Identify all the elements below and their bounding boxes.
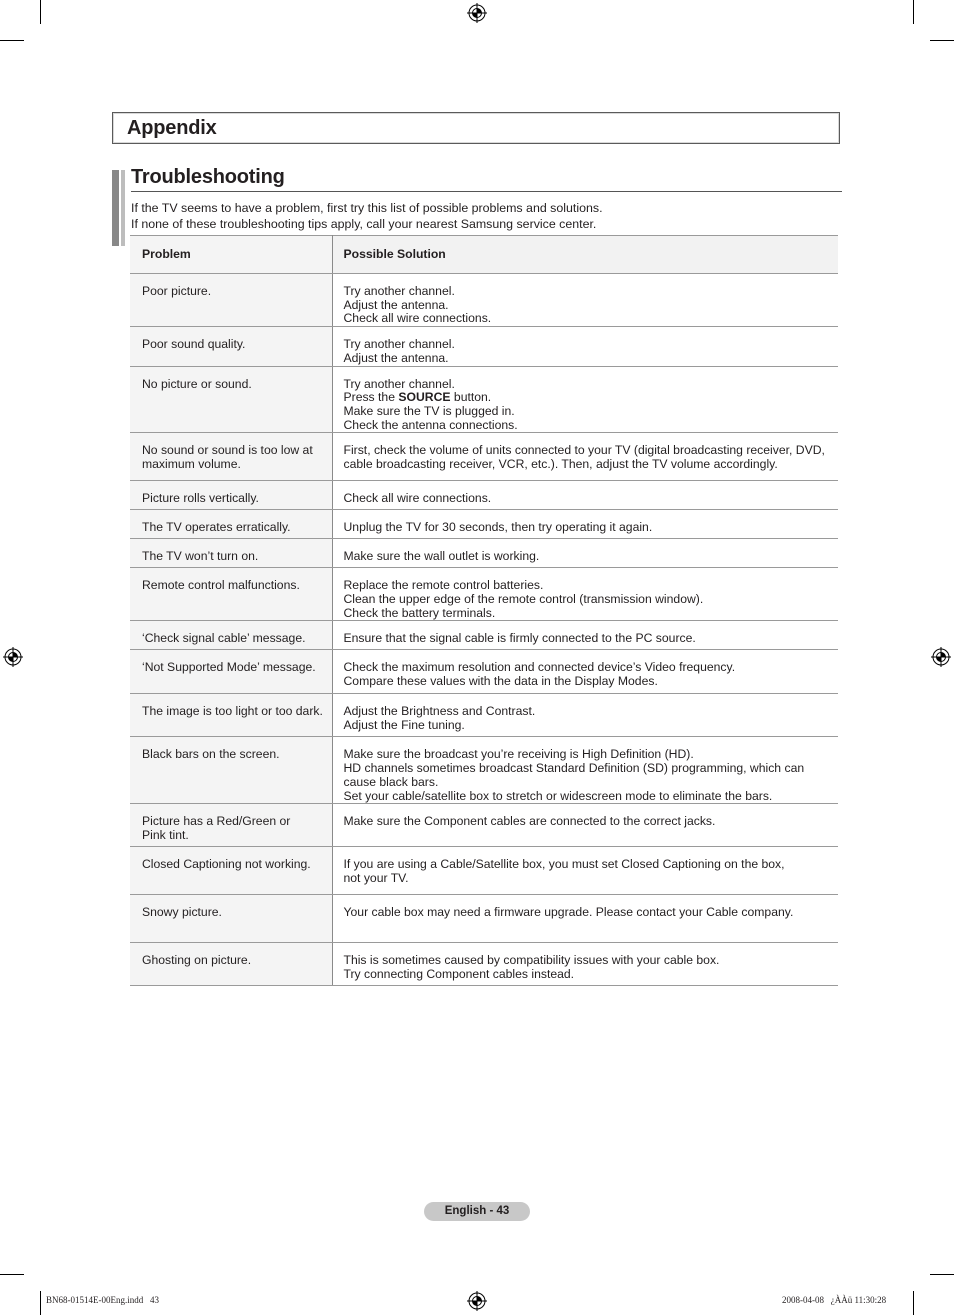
crop-mark <box>40 1291 41 1315</box>
problem-cell: Ghosting on picture. <box>130 943 332 986</box>
table-row <box>130 621 838 650</box>
table-row <box>130 274 838 327</box>
problem-cell: ‘Check signal cable’ message. <box>130 621 332 650</box>
problem-cell: Closed Captioning not working. <box>130 847 332 895</box>
crop-mark <box>913 1291 914 1315</box>
solution-cell: If you are using a Cable/Satellite box, you must set Closed Captioning on the box, not your TV. <box>332 847 838 895</box>
problem-cell: Poor picture. <box>130 274 332 327</box>
solution-cell: Try another channel. Press the SOURCE button. Make sure the TV is plugged in. Check the antenna connections. <box>332 366 838 433</box>
table-row <box>130 327 838 366</box>
accent-bar <box>112 170 119 246</box>
table-row <box>130 433 838 481</box>
solution-cell: Make sure the broadcast you’re receiving is High Definition (HD). HD channels sometimes broadcast Standard Definition (SD) programming, which can cause black bars. Set your cable/satellite box to stretch or widescreen mode to eliminate the bars. <box>332 737 838 804</box>
table-row <box>130 510 838 539</box>
table-row <box>130 804 838 847</box>
table-row <box>130 366 838 433</box>
solution-cell: Adjust the Brightness and Contrast. Adjust the Fine tuning. <box>332 694 838 737</box>
problem-cell: The TV won’t turn on. <box>130 539 332 568</box>
crop-mark <box>930 1274 954 1275</box>
registration-mark-icon <box>931 647 951 667</box>
appendix-header <box>112 112 840 144</box>
table-row <box>130 847 838 895</box>
file-info: BN68-01514E-00Eng.indd 43 <box>46 1295 159 1305</box>
solution-cell: First, check the volume of units connected to your TV (digital broadcasting receiver, DVD, cable broadcasting receiver, VCR, etc.). Then, adjust the TV volume accordingly. <box>332 433 838 481</box>
solution-cell: Unplug the TV for 30 seconds, then try operating it again. <box>332 510 838 539</box>
crop-mark <box>0 1274 24 1275</box>
accent-bar <box>121 170 125 246</box>
problem-cell: Picture rolls vertically. <box>130 481 332 510</box>
troubleshooting-table <box>130 235 838 986</box>
table-row <box>130 737 838 804</box>
section-label: Appendix <box>127 117 217 139</box>
column-header-solution: Possible Solution <box>332 236 838 274</box>
problem-cell: Remote control malfunctions. <box>130 568 332 621</box>
source-instruction: Press the SOURCE button. <box>343 390 492 405</box>
table-row <box>130 895 838 943</box>
table-row <box>130 568 838 621</box>
problem-cell: Poor sound quality. <box>130 327 332 366</box>
table-row <box>130 650 838 694</box>
registration-mark-icon <box>467 1291 487 1311</box>
solution-cell: Replace the remote control batteries. Clean the upper edge of the remote control (transmission window). Check the battery terminals. <box>332 568 838 621</box>
problem-cell: ‘Not Supported Mode’ message. <box>130 650 332 694</box>
title-divider <box>131 191 842 192</box>
problem-cell: Snowy picture. <box>130 895 332 943</box>
solution-cell: Make sure the Component cables are connected to the correct jacks. <box>332 804 838 847</box>
table-row <box>130 943 838 986</box>
crop-mark <box>930 40 954 41</box>
page-number: English - 43 <box>424 1202 530 1221</box>
column-header-problem: Problem <box>130 236 332 274</box>
intro-line: If the TV seems to have a problem, first try this list of possible problems and solutions. <box>131 201 603 215</box>
problem-cell: Black bars on the screen. <box>130 737 332 804</box>
problem-cell: Picture has a Red/Green or Pink tint. <box>130 804 332 847</box>
solution-cell: This is sometimes caused by compatibility issues with your cable box. Try connecting Component cables instead. <box>332 943 838 986</box>
crop-mark <box>0 40 24 41</box>
solution-cell: Try another channel. Adjust the antenna. <box>332 327 838 366</box>
problem-cell: No sound or sound is too low at maximum volume. <box>130 433 332 481</box>
print-timestamp: 2008-04-08 ¿ÀÀü 11:30:28 <box>782 1295 887 1305</box>
solution-cell: Make sure the wall outlet is working. <box>332 539 838 568</box>
crop-mark <box>40 0 41 24</box>
crop-mark <box>913 0 914 24</box>
table-row <box>130 481 838 510</box>
problem-cell: No picture or sound. <box>130 366 332 433</box>
problem-cell: The image is too light or too dark. <box>130 694 332 737</box>
registration-mark-icon <box>3 647 23 667</box>
solution-cell: Check the maximum resolution and connected device’s Video frequency. Compare these values with the data in the Display Modes. <box>332 650 838 694</box>
solution-cell: Your cable box may need a firmware upgrade. Please contact your Cable company. <box>332 895 838 943</box>
intro-line: If none of these troubleshooting tips apply, call your nearest Samsung service center. <box>131 217 597 231</box>
page-title: Troubleshooting <box>131 166 285 188</box>
solution-cell: Try another channel. Adjust the antenna. Check all wire connections. <box>332 274 838 327</box>
problem-cell: The TV operates erratically. <box>130 510 332 539</box>
registration-mark-icon <box>467 3 487 23</box>
solution-cell: Check all wire connections. <box>332 481 838 510</box>
solution-cell: Ensure that the signal cable is firmly connected to the PC source. <box>332 621 838 650</box>
table-row <box>130 539 838 568</box>
table-row <box>130 694 838 737</box>
table-header-row <box>130 236 838 274</box>
